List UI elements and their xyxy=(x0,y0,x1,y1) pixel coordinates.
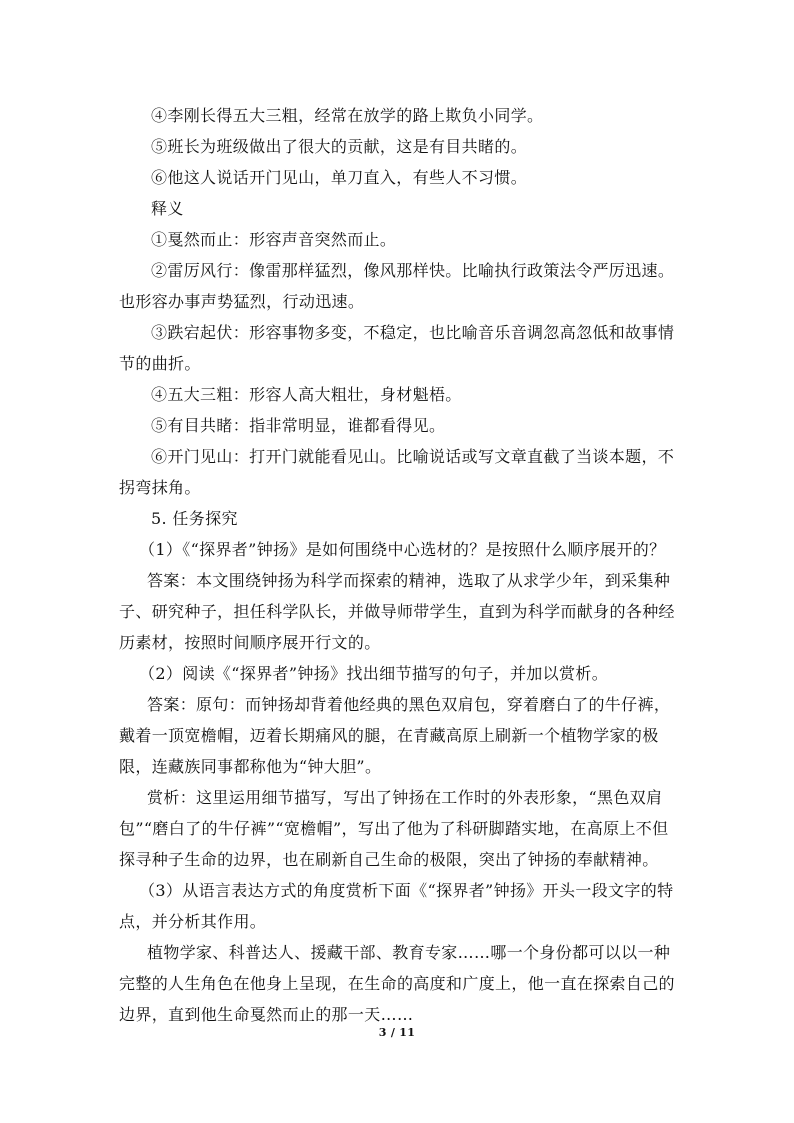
appreciation-2: 赏析：这里运用细节描写，写出了钟扬在工作时的外表形象，“黑色双肩包”“磨白了的牛仔裤”“宽檐帽”，写出了他为了科研脚踏实地，在高原上不但探寻种子生命的边界，也在刷新自己生命的极限，突出了钟扬的奉献精神。 xyxy=(119,788,669,869)
answer-2: 答案：原句：而钟扬却背着他经典的黑色双肩包，穿着磨白了的牛仔裤，戴着一顶宽檐帽，迈着长期痛风的腿，在青藏高原上刷新一个植物学家的极限，连藏族同事都称他为“钟大胆”。 xyxy=(119,695,671,776)
definition-4: ④五大三粗：形容人高大粗壮，身材魁梧。 xyxy=(151,385,462,404)
definition-6: ⑥开门见山：打开门就能看见山。比喻说话或写文章直截了当谈本题，不拐弯抹角。 xyxy=(119,447,675,497)
section-heading-task: 5. 任务探究 xyxy=(151,509,238,528)
definition-1: ①戛然而止：形容声音突然而止。 xyxy=(151,230,397,249)
question-3: （3）从语言表达方式的角度赏析下面《“探界者”钟扬》开头一段文字的特点，并分析其作用。 xyxy=(119,881,674,931)
page-body xyxy=(119,100,679,1030)
quoted-passage: 植物学家、科普达人、援藏干部、教育专家……哪一个身份都可以以一种完整的人生角色在他身上呈现，在生命的高度和广度上，他一直在探索自己的边界，直到他生命戛然而止的那一天…… xyxy=(119,943,675,1024)
example-sentence-6: ⑥他这人说话开门见山，单刀直入，有些人不习惯。 xyxy=(151,168,528,187)
definition-3: ③跌宕起伏：形容事物多变，不稳定，也比喻音乐音调忽高忽低和故事情节的曲折。 xyxy=(119,323,675,373)
question-2: （2）阅读《“探界者”钟扬》找出细节描写的句子，并加以赏析。 xyxy=(139,664,609,683)
page-number: 3 / 11 xyxy=(378,1026,416,1039)
question-1: （1）《“探界者”钟扬》是如何围绕中心选材的？是按照什么顺序展开的？ xyxy=(139,540,666,559)
definition-2: ②雷厉风行：像雷那样猛烈，像风那样快。比喻执行政策法令严厉迅速。也形容办事声势猛烈，行动迅速。 xyxy=(119,261,675,311)
definition-5: ⑤有目共睹：指非常明显，谁都看得见。 xyxy=(151,416,446,435)
definitions-heading: 释义 xyxy=(151,199,184,218)
answer-1: 答案：本文围绕钟扬为科学而探索的精神，选取了从求学少年，到采集种子、研究种子，担任科学队长，并做导师带学生，直到为科学而献身的各种经历素材，按照时间顺序展开行文的。 xyxy=(119,571,675,652)
example-sentence-5: ⑤班长为班级做出了很大的贡献，这是有目共睹的。 xyxy=(151,137,528,156)
example-sentence-4: ④李刚长得五大三粗，经常在放学的路上欺负小同学。 xyxy=(151,106,544,125)
